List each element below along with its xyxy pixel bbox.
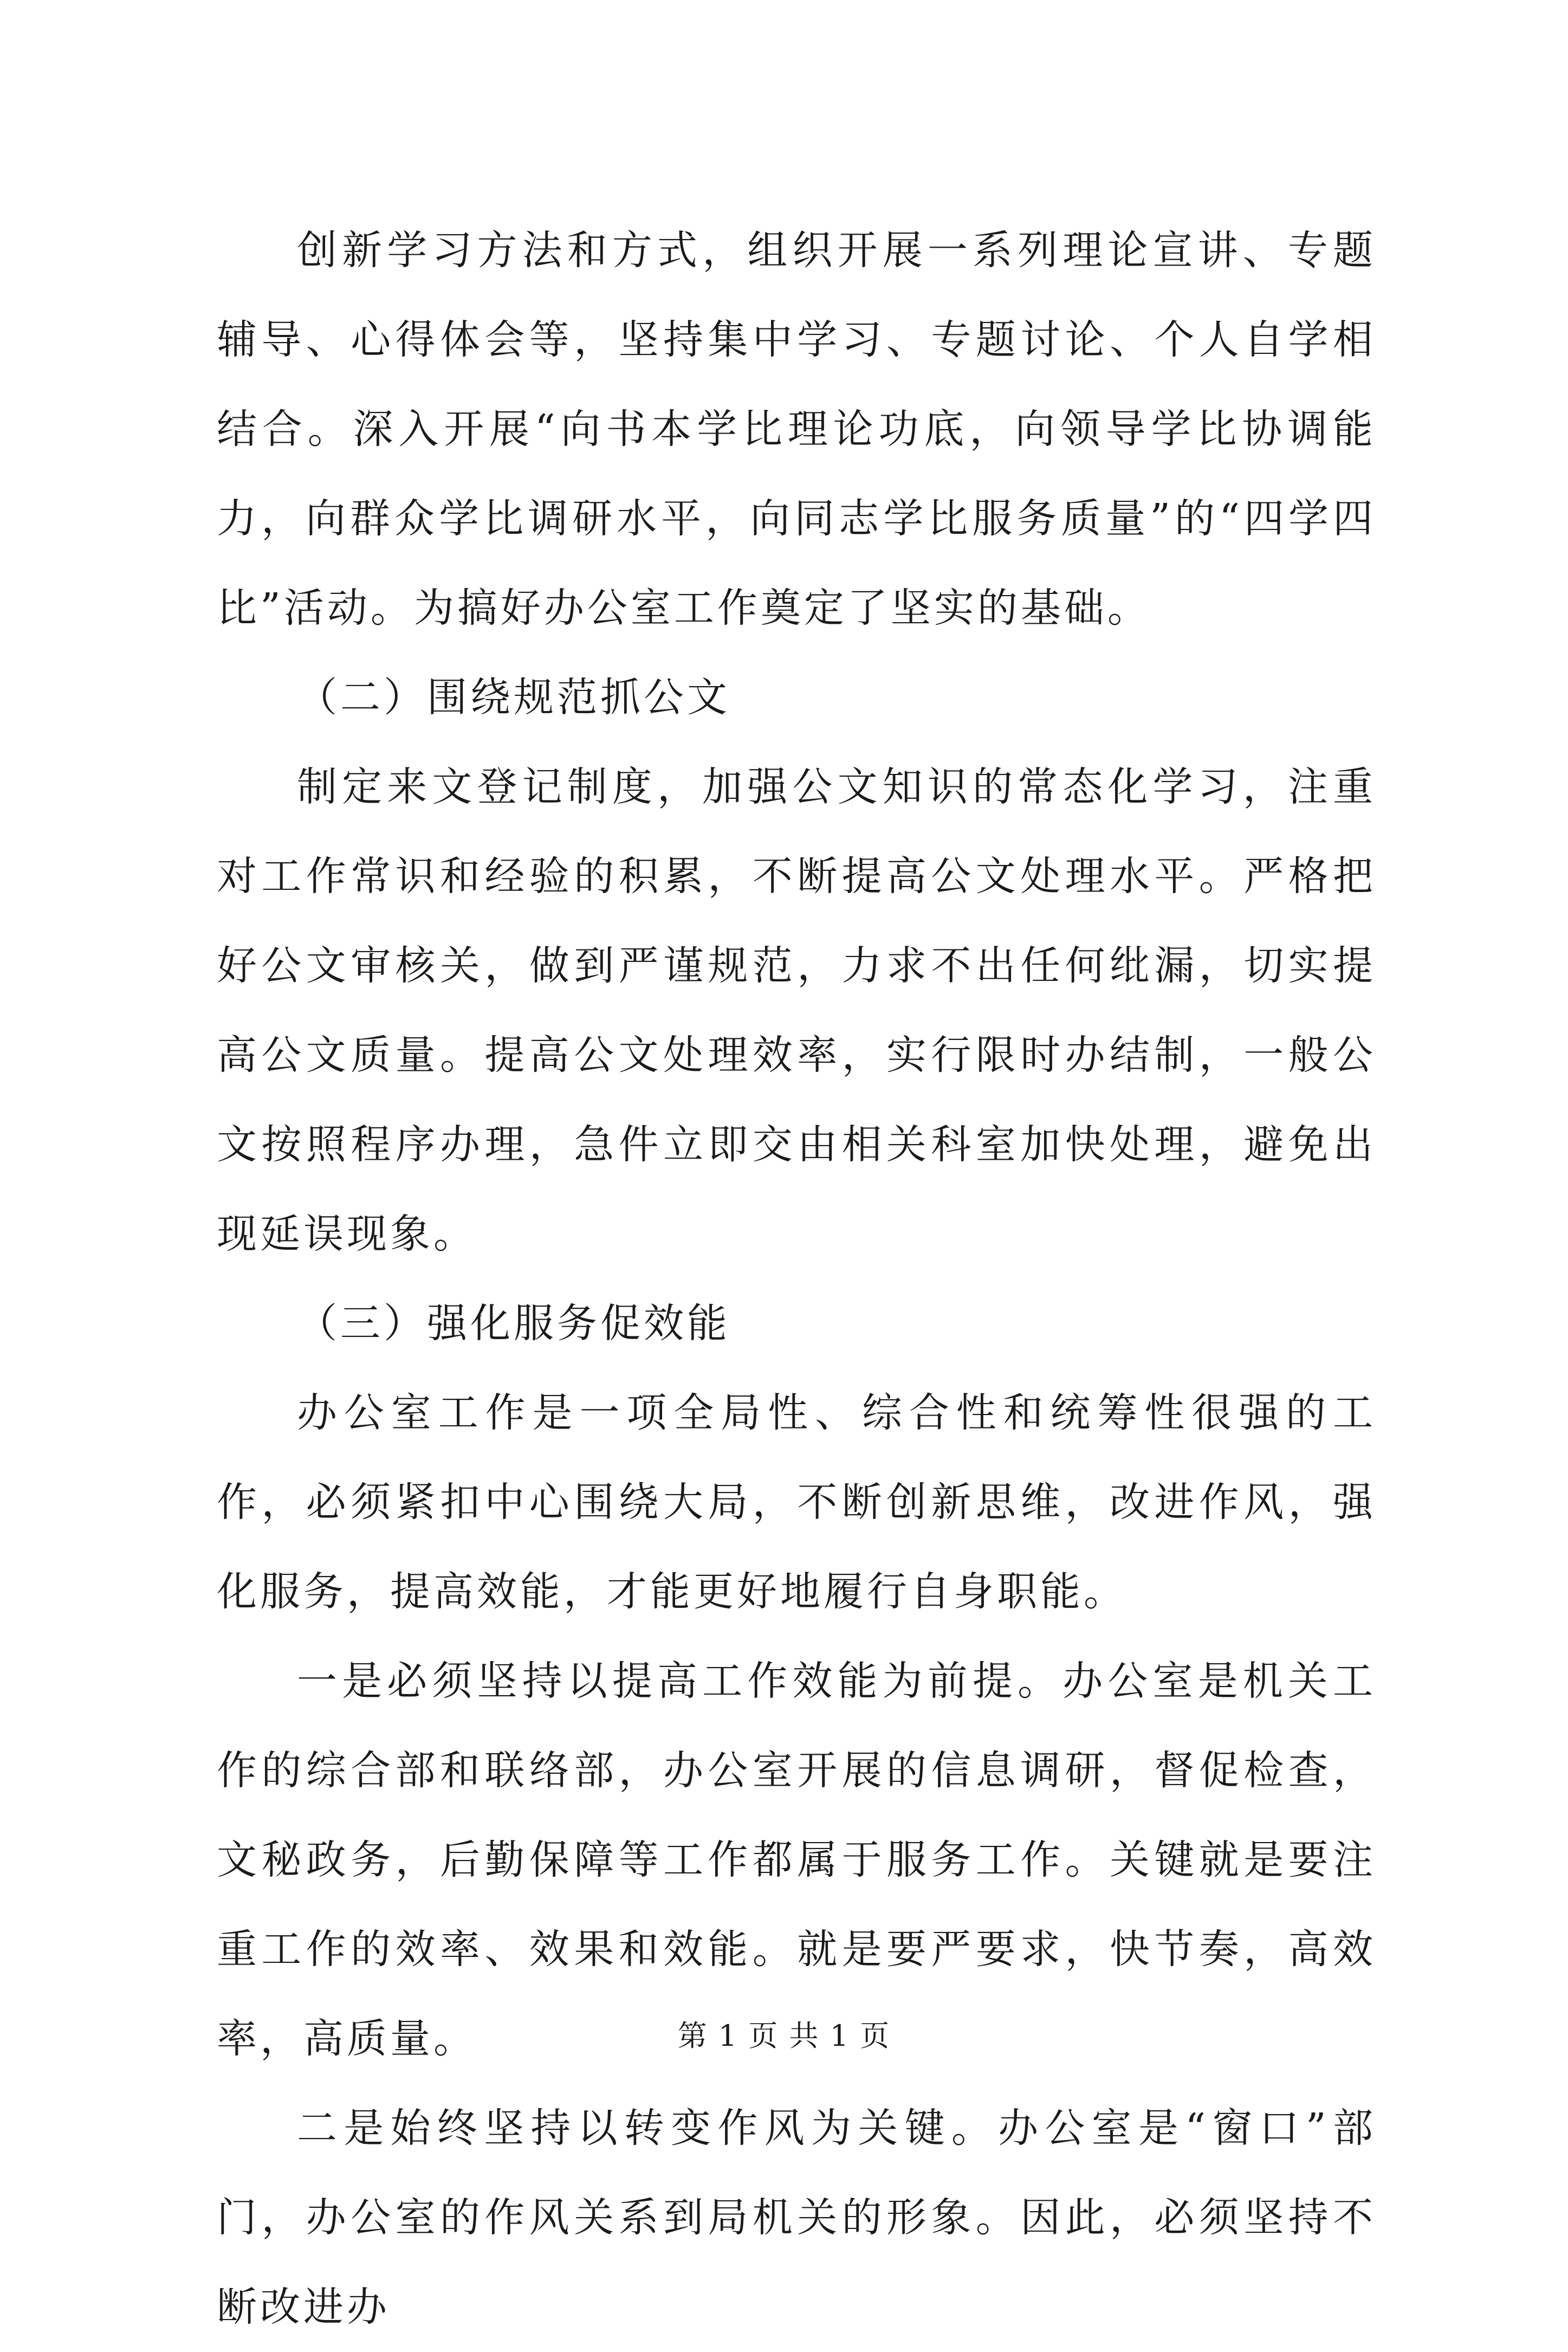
page-number-footer: 第 1 页 共 1 页 xyxy=(677,2019,891,2053)
section-heading-official-documents: （二）围绕规范抓公文 xyxy=(297,674,730,721)
paragraph-office-work-overview: 办公室工作是一项全局性、综合性和统筹性很强的工作，必须紧扣中心围绕大局，不断创新思维，改进作风，强化服务，提高效能，才能更好地履行自身职能。 xyxy=(217,1390,1376,1615)
paragraph-point-one-efficiency: 一是必须坚持以提高工作效能为前提。办公室是机关工作的综合部和联络部，办公室开展的信息调研，督促检查，文秘政务，后勤保障等工作都属于服务工作。关键就是要注重工作的效率、效果和效能。就是要严要求，快节奏，高效率，高质量。 xyxy=(217,1658,1376,2062)
paragraph-point-two-work-style: 二是始终坚持以转变作风为关键。办公室是“窗口”部门，办公室的作风关系到局机关的形象。因此，必须坚持不断改进办 xyxy=(217,2105,1376,2330)
paragraph-study-methods: 创新学习方法和方式，组织开展一系列理论宣讲、专题辅导、心得体会等，坚持集中学习、专题讨论、个人自学相结合。深入开展“向书本学比理论功底，向领导学比协调能力，向群众学比调研水平，向同志学比服务质量”的“四学四比”活动。为搞好办公室工作奠定了坚实的基础。 xyxy=(217,227,1376,631)
section-heading-service-efficiency: （三）强化服务促效能 xyxy=(297,1300,730,1347)
paragraph-document-handling: 制定来文登记制度，加强公文知识的常态化学习，注重对工作常识和经验的积累，不断提高公文处理水平。严格把好公文审核关，做到严谨规范，力求不出任何纰漏，切实提高公文质量。提高公文处理效率，实行限时办结制，一般公文按照程序办理，急件立即交由相关科室加快处理，避免出现延误现象。 xyxy=(217,764,1376,1257)
